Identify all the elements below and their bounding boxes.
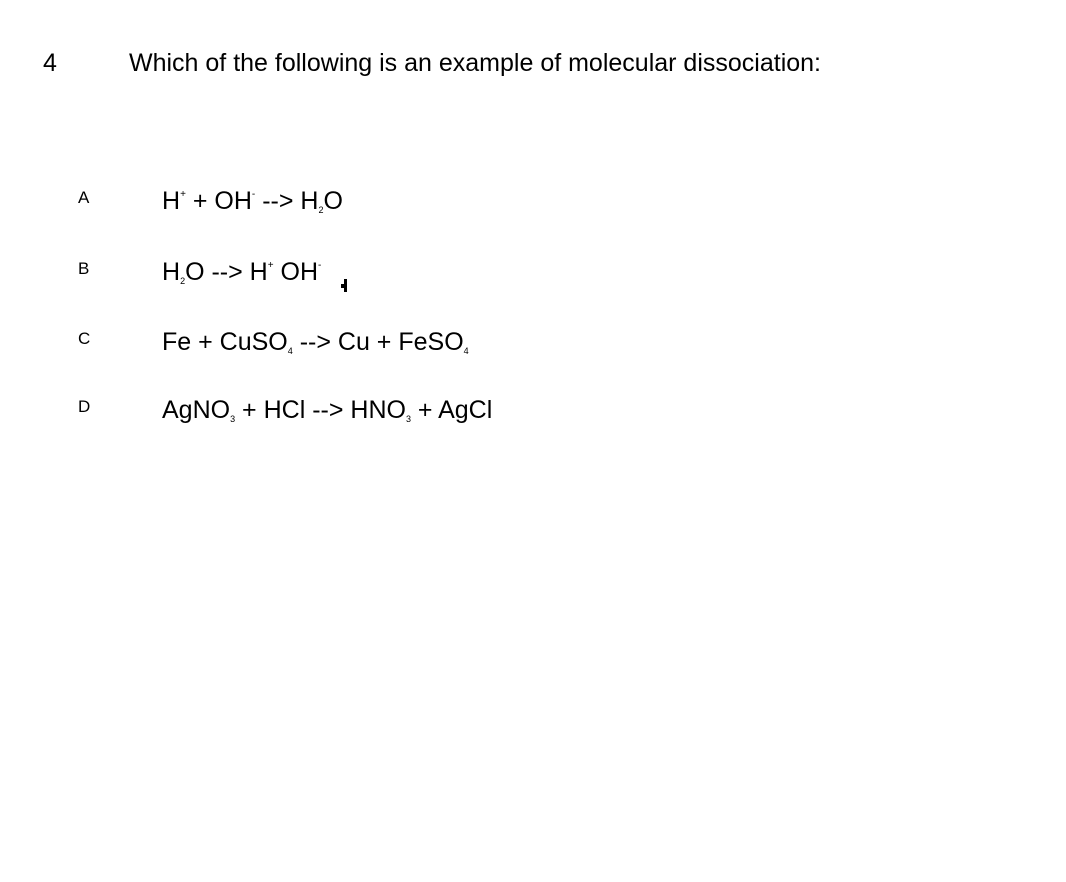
option-a-equation: H+ + OH- --> $H_2O$ <box>162 187 343 215</box>
option-b-equation: $H_2O$ --> H+ OH- <box>162 258 322 286</box>
question-number: 4 <box>43 49 57 77</box>
mouse-cursor-icon <box>341 279 348 292</box>
option-b-letter: B <box>78 259 90 278</box>
option-a-letter: A <box>78 188 90 207</box>
option-d-letter: D <box>78 397 91 416</box>
option-d-equation: AgNO$_3$ + HCl --> $HNO_3$ + AgCl <box>162 396 493 424</box>
option-c-letter: C <box>78 329 91 348</box>
question-text: Which of the following is an example of molecular dissociation: <box>129 49 822 77</box>
option-c-equation: Fe + CuSO$_4$ --> Cu + FeSO$_4$ <box>162 328 469 356</box>
